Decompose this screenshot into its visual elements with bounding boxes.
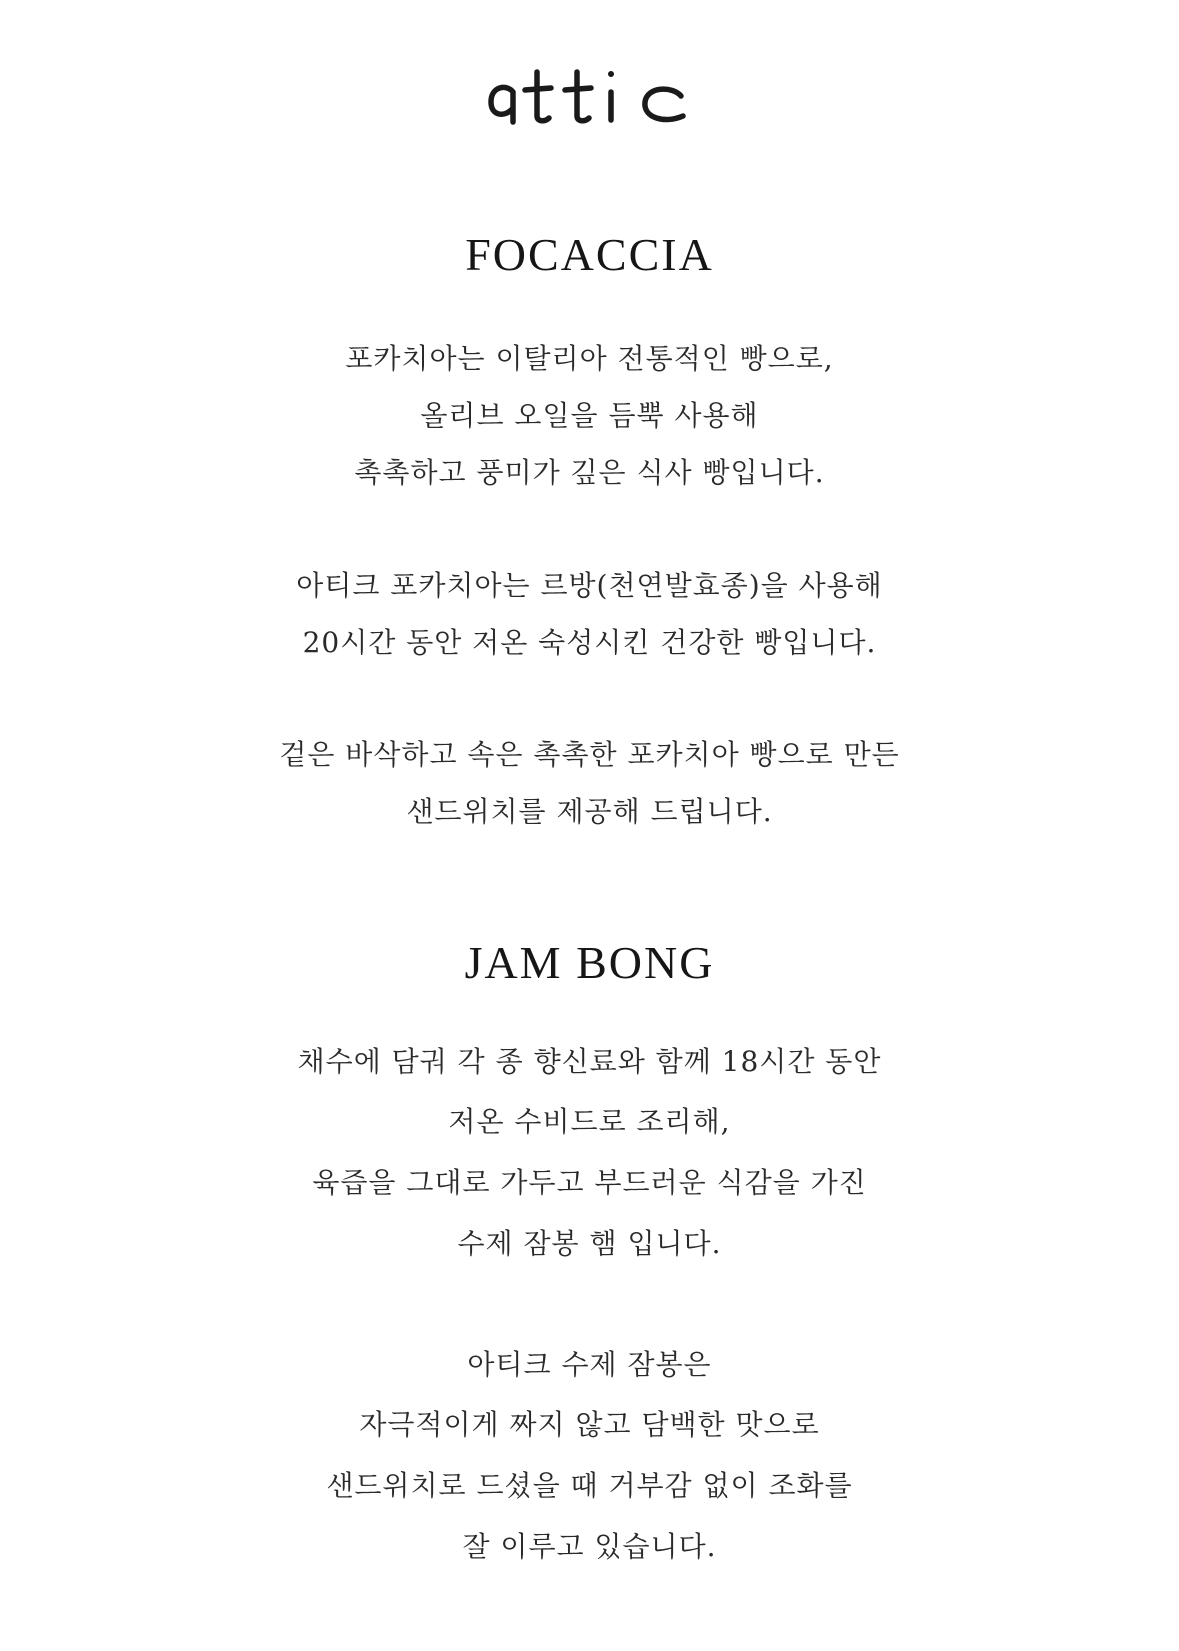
focaccia-line-2: 올리브 오일을 듬뿍 사용해 [420, 399, 759, 432]
section-title-jam-bong: JAM BONG [464, 937, 715, 988]
jambong-line-8: 잘 이루고 있습니다. [462, 1530, 717, 1563]
jambong-line-4: 수제 잠봉 햄 입니다. [457, 1227, 722, 1260]
jambong-line-1: 채수에 담궈 각 종 향신료와 함께 18시간 동안 [297, 1045, 882, 1078]
section-title-focaccia: FOCACCIA [465, 229, 714, 280]
jambong-line-6: 자극적이게 짜지 않고 담백한 맛으로 [359, 1408, 820, 1441]
focaccia-line-7: 샌드위치를 제공해 드립니다. [406, 795, 773, 828]
jambong-line-5: 아티크 수제 잠봉은 [467, 1348, 712, 1381]
focaccia-line-3: 촉촉하고 풍미가 깊은 식사 빵입니다. [354, 456, 825, 489]
attic-logo [0, 58, 1179, 134]
focaccia-line-1: 포카치아는 이탈리아 전통적인 빵으로, [345, 342, 834, 375]
jambong-line-2: 저온 수비드로 조리해, [448, 1105, 731, 1138]
focaccia-line-4: 아티크 포카치아는 르방(천연발효종)을 사용해 [296, 569, 883, 602]
jambong-line-7: 샌드위치로 드셨을 때 거부감 없이 조화를 [326, 1469, 853, 1502]
attic-logo-mark [485, 58, 695, 130]
jambong-line-3: 육즙을 그대로 가두고 부드러운 식감을 가진 [312, 1166, 867, 1199]
focaccia-line-5: 20시간 동안 저온 숙성시킨 건강한 빵입니다. [302, 626, 877, 659]
focaccia-line-6: 겉은 바삭하고 속은 촉촉한 포카치아 빵으로 만든 [279, 738, 900, 771]
